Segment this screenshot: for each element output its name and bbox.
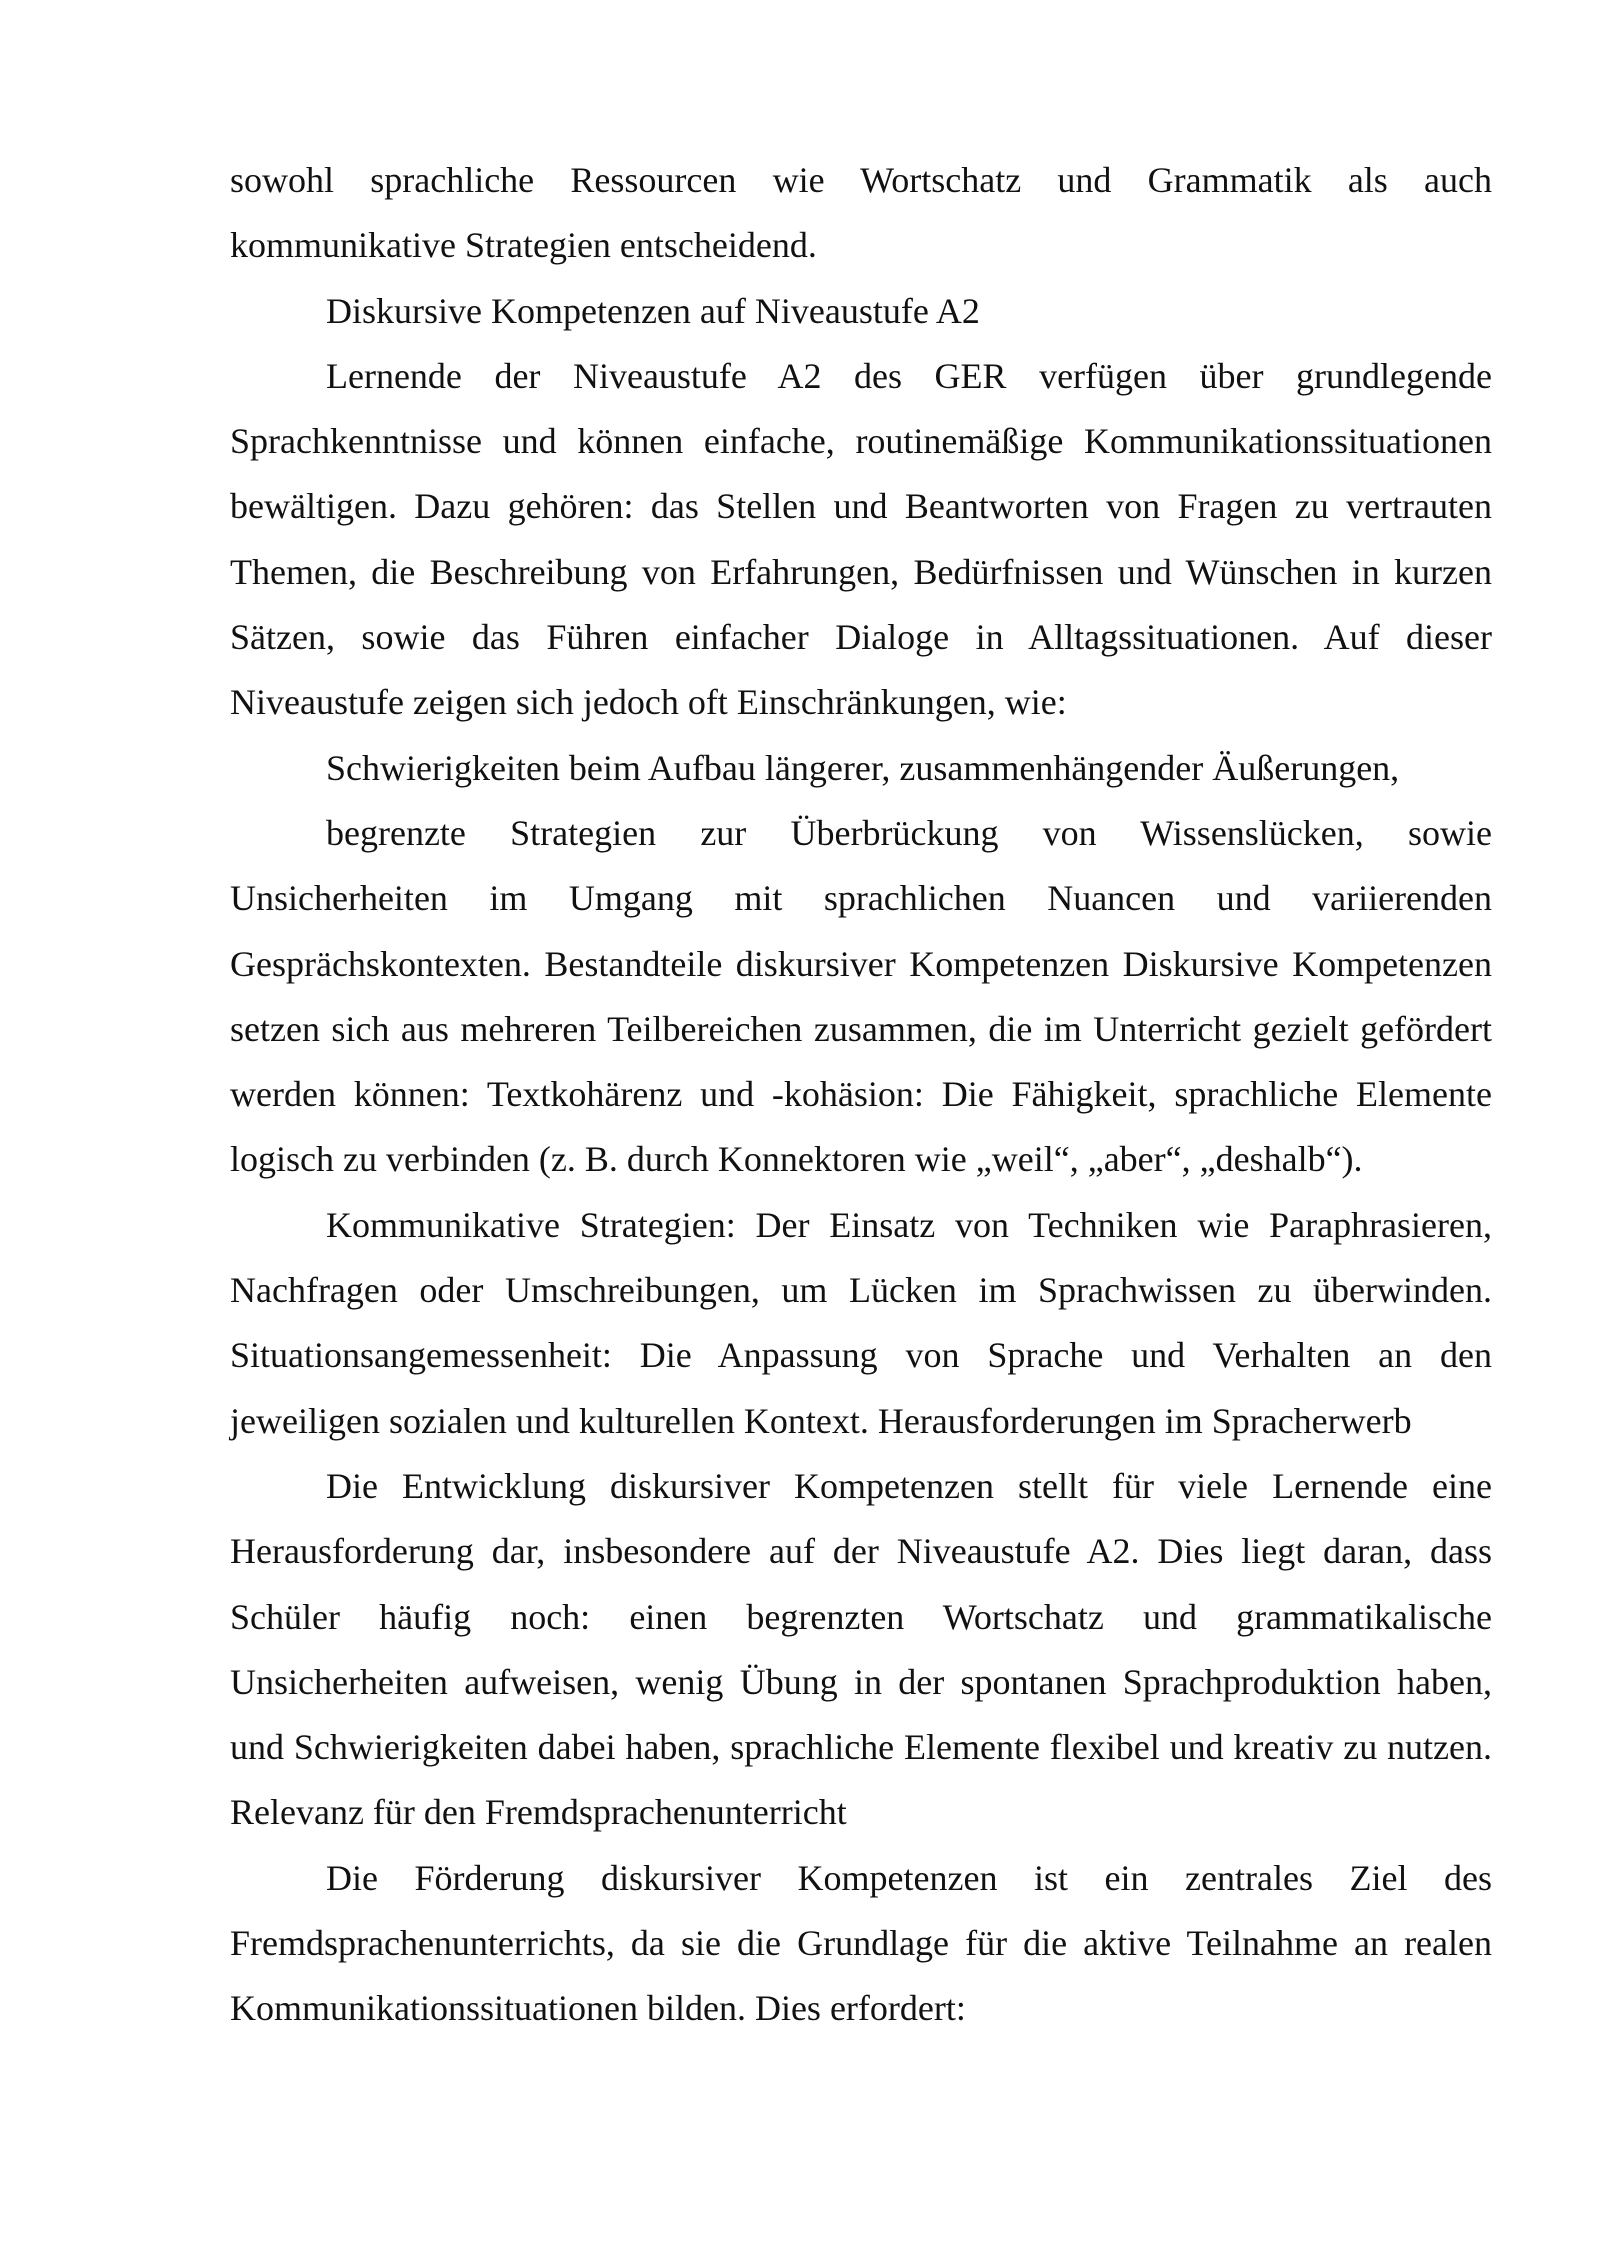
paragraph-promotion: Die Förderung diskursiver Kompetenzen ist ein zentrales Ziel des Fremdsprachenunterrichts, da sie die Grundlage für die aktive Teilnahme an realen Kommunikationssituationen bilden. Dies erfordert: — [230, 1857, 1492, 2029]
body-text — [230, 148, 1492, 2042]
paragraph-continuation: sowohl sprachliche Ressourcen wie Wortschatz und Grammatik als auch kommunikative Strategien entscheidend. — [230, 160, 1492, 266]
paragraph-challenges: Die Entwicklung diskursiver Kompetenzen stellt für viele Lernende eine Herausforderung dar, insbesondere auf der Niveaustufe A2. Dies liegt daran, dass Schüler häufig noch: einen begrenzten Wortschatz und grammatikalische Unsicherheiten aufweisen, wenig Übung in der spontanen Sprachproduktion haben, und Schwierigkeiten dabei haben, sprachliche Elemente flexibel und kreativ zu nutzen. Relevanz für den Fremdsprachenunterricht — [230, 1465, 1492, 1833]
section-heading-discursive-a2: Diskursive Kompetenzen auf Niveaustufe A2 — [326, 290, 980, 331]
paragraph-communicative-strategies: Kommunikative Strategien: Der Einsatz von Techniken wie Paraphrasieren, Nachfragen oder Umschreibungen, um Lücken im Sprachwissen zu überwinden. Situationsangemessenheit: Die Anpassung von Sprache und Verhalten an den jeweiligen sozialen und kulturellen Kontext. Herausforderungen im Spracherwerb — [230, 1204, 1492, 1441]
paragraph-difficulties: Schwierigkeiten beim Aufbau längerer, zusammenhängender Äußerungen, — [326, 747, 1400, 788]
paragraph-strategies-components: begrenzte Strategien zur Überbrückung von Wissenslücken, sowie Unsicherheiten im Umgang mit sprachlichen Nuancen und variierenden Gesprächskontexten. Bestandteile diskursiver Kompetenzen Diskursive Kompetenzen setzen sich aus mehreren Teilbereichen zusammen, die im Unterricht gezielt gefördert werden können: Textkohärenz und -kohäsion: Die Fähigkeit, sprachliche Elemente logisch zu verbinden (z. B. durch Konnektoren wie „weil“, „aber“, „deshalb“). — [230, 812, 1492, 1180]
paragraph-learners-a2: Lernende der Niveaustufe A2 des GER verfügen über grundlegende Sprachkenntnisse und können einfache, routinemäßige Kommunikationssituationen bewältigen. Dazu gehören: das Stellen und Beantworten von Fragen zu vertrauten Themen, die Beschreibung von Erfahrungen, Bedürfnissen und Wünschen in kurzen Sätzen, sowie das Führen einfacher Dialoge in Alltagssituationen. Auf dieser Niveaustufe zeigen sich jedoch oft Einschränkungen, wie: — [230, 355, 1492, 723]
